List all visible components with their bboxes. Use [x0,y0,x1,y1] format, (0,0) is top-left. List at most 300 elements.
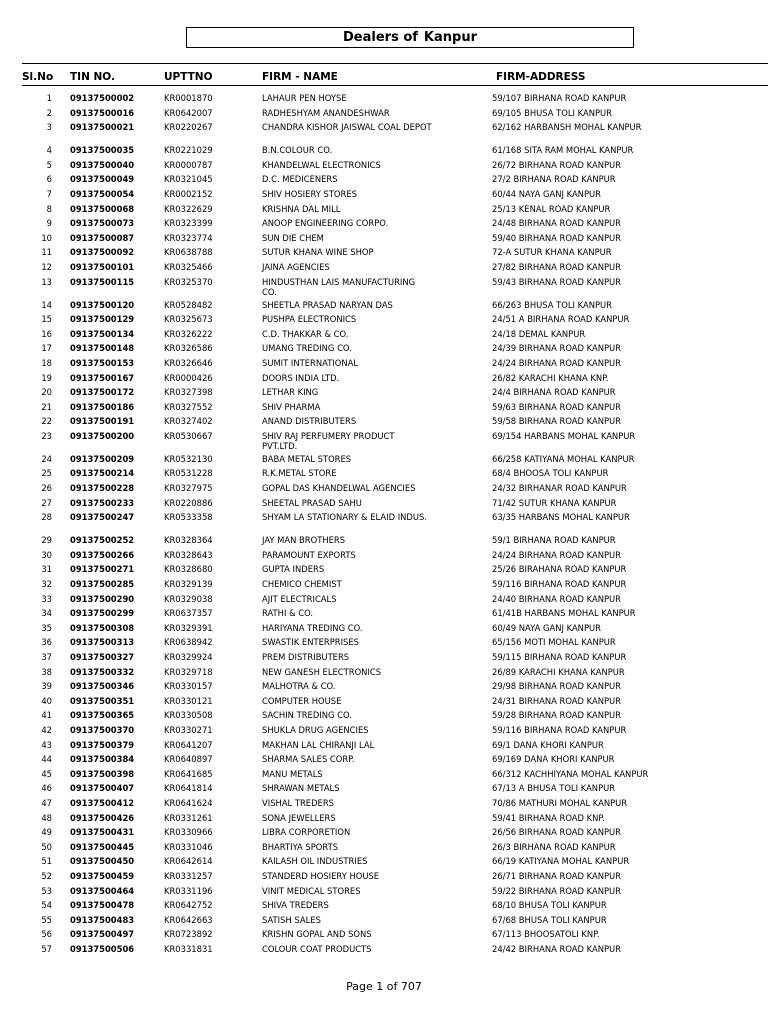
cell-upttno: KR0323399 [164,218,213,229]
cell-firm-name: SHARMA SALES CORP. [262,754,355,765]
cell-slno: 24 [41,453,52,464]
table-row [0,579,768,594]
cell-slno: 51 [41,856,52,867]
cell-firm-name: STANDERD HOSIERY HOUSE [262,870,380,881]
cell-slno: 53 [41,885,52,896]
cell-firm-name: KHANDELWAL ELECTRONICS [262,159,381,170]
cell-firm-name: MAKHAN LAL CHIRANJI LAL [262,739,375,750]
cell-slno: 23 [41,430,52,441]
cell-firm-address: 69/169 DANA KHORI KANPUR [492,754,615,765]
cell-firm-name: SACHIN TREDING CO. [262,710,352,721]
cell-upttno: KR0638788 [164,247,213,258]
cell-slno: 4 [46,145,52,156]
cell-tin: 09137500445 [70,841,135,852]
cell-firm-name: SWASTIK ENTERPRISES [262,637,359,648]
cell-upttno: KR0325466 [164,261,213,272]
cell-firm-address: 26/71 BIRHANA ROAD KANPUR [492,870,621,881]
cell-tin: 09137500172 [70,387,135,398]
cell-firm-address: 59/116 BIRHANA ROAD KANPUR [492,579,627,590]
cell-upttno: KR0326646 [164,357,213,368]
cell-firm-address: 24/40 BIRHANA ROAD KANPUR [492,593,621,604]
cell-upttno: KR0326586 [164,343,213,354]
table-row [0,900,768,915]
page-footer: Page 1 of 707 [346,980,422,993]
table-row [0,769,768,784]
cell-firm-name: HINDUSTHAN LAIS MANUFACTURING CO. [262,276,416,297]
cell-tin: 09137500068 [70,203,135,214]
cell-firm-address: 24/4 BIRHANA ROAD KANPUR [492,387,616,398]
cell-slno: 11 [41,247,52,258]
table-row [0,535,768,550]
cell-slno: 41 [41,710,52,721]
cell-firm-name: SUTUR KHANA WINE SHOP [262,247,374,258]
table-row [0,343,768,358]
cell-slno: 34 [41,608,52,619]
cell-slno: 18 [41,357,52,368]
cell-firm-name: AJIT ELECTRICALS [262,593,337,604]
cell-firm-address: 63/35 HARBANS MOHAL KANPUR [492,512,630,523]
cell-firm-address: 59/63 BIRHANA ROAD KANPUR [492,401,621,412]
table-row [0,564,768,579]
cell-tin: 09137500148 [70,343,135,354]
cell-tin: 09137500478 [70,900,135,911]
cell-firm-name: SHYAM LA STATIONARY & ELAID INDUS. [262,512,427,523]
cell-firm-address: 68/4 BHOOSA TOLI KANPUR [492,468,609,479]
cell-tin: 09137500191 [70,416,135,427]
table-row [0,204,768,219]
cell-slno: 55 [41,914,52,925]
cell-upttno: KR0329038 [164,593,213,604]
cell-tin: 09137500049 [70,174,135,185]
cell-tin: 09137500266 [70,549,135,560]
cell-firm-address: 27/2 BIRHANA ROAD KANPUR [492,174,616,185]
cell-upttno: KR0328364 [164,535,213,546]
cell-firm-name: NEW GANESH ELECTRONICS [262,666,382,677]
cell-firm-name: SATISH SALES [262,914,321,925]
table-row [0,842,768,857]
cell-firm-address: 70/86 MATHURI MOHAL KANPUR [492,797,628,808]
cell-tin: 09137500370 [70,724,135,735]
cell-upttno: KR0322629 [164,203,213,214]
cell-tin: 09137500313 [70,637,135,648]
table-row [0,174,768,189]
cell-upttno: KR0323774 [164,232,213,243]
cell-tin: 09137500092 [70,247,135,258]
cell-firm-address: 68/10 BHUSA TOLI KANPUR [492,900,607,911]
cell-firm-address: 66/19 KATIYANA MOHAL KANPUR [492,856,630,867]
cell-firm-name: R.K.METAL STORE [262,468,337,479]
col-header-slno: Sl.No [22,71,54,83]
cell-tin: 09137500308 [70,622,135,633]
cell-tin: 09137500054 [70,188,135,199]
cell-upttno: KR0331261 [164,812,213,823]
table-row [0,929,768,944]
table-row [0,944,768,959]
cell-firm-address: 69/154 HARBANS MOHAL KANPUR [492,430,636,441]
title-city: Kanpur [423,30,477,45]
cell-firm-name: PUSHPA ELECTRONICS [262,314,357,325]
cell-tin: 09137500483 [70,914,135,925]
cell-firm-name: KRISHNA DAL MILL [262,203,341,214]
cell-tin: 09137500073 [70,218,135,229]
table-row [0,608,768,623]
table-row [0,454,768,469]
cell-upttno: KR0326222 [164,328,213,339]
cell-slno: 14 [41,299,52,310]
cell-upttno: KR0642614 [164,856,213,867]
cell-tin: 09137500167 [70,372,135,383]
cell-tin: 09137500332 [70,666,135,677]
cell-tin: 09137500035 [70,145,135,156]
table-row [0,160,768,175]
cell-firm-address: 69/1 DANA KHORI KANPUR [492,739,604,750]
cell-firm-name: VINIT MEDICAL STORES [262,885,361,896]
table-row [0,233,768,248]
cell-slno: 7 [46,188,52,199]
cell-tin: 09137500040 [70,159,135,170]
cell-upttno: KR0642663 [164,914,213,925]
cell-upttno: KR0000787 [164,159,213,170]
cell-slno: 25 [41,468,52,479]
table-row [0,314,768,329]
cell-firm-name: SUN DIE CHEM [262,232,324,243]
cell-firm-address: 66/312 KACHHIYANA MOHAL KANPUR [492,768,649,779]
cell-firm-address: 61/41B HARBANS MOHAL KANPUR [492,608,636,619]
cell-tin: 09137500228 [70,483,135,494]
cell-tin: 09137500464 [70,885,135,896]
cell-upttno: KR0330966 [164,827,213,838]
cell-firm-address: 24/24 BIRHANA ROAD KANPUR [492,549,621,560]
cell-upttno: KR0641624 [164,797,213,808]
cell-tin: 09137500351 [70,695,135,706]
cell-firm-name: JAY MAN BROTHERS [262,535,346,546]
cell-firm-name: SHIV HOSIERY STORES [262,188,357,199]
col-header-firm-address: FIRM-ADDRESS [496,71,586,83]
cell-slno: 19 [41,372,52,383]
cell-firm-address: 66/263 BHUSA TOLI KANPUR [492,299,613,310]
cell-slno: 12 [41,261,52,272]
cell-firm-name: SHIVA TREDERS [262,900,329,911]
table-row [0,623,768,638]
dealers-table [0,93,768,958]
cell-firm-address: 59/28 BIRHANA ROAD KANPUR [492,710,621,721]
cell-firm-name: D.C. MEDICENERS [262,174,338,185]
cell-slno: 29 [41,535,52,546]
cell-firm-name: HARIYANA TREDING CO. [262,622,363,633]
cell-tin: 09137500214 [70,468,135,479]
table-row [0,329,768,344]
cell-tin: 09137500450 [70,856,135,867]
cell-firm-address: 59/58 BIRHANA ROAD KANPUR [492,416,621,427]
cell-firm-address: 26/82 KARACHI KHANA KNP. [492,372,609,383]
cell-tin: 09137500407 [70,783,135,794]
cell-firm-name: GOPAL DAS KHANDELWAL AGENCIES [262,483,416,494]
cell-upttno: KR0328680 [164,564,213,575]
cell-upttno: KR0642007 [164,107,213,118]
cell-slno: 27 [41,497,52,508]
cell-upttno: KR0220267 [164,122,213,133]
table-row [0,696,768,711]
table-row [0,416,768,431]
cell-firm-name: DOORS INDIA LTD. [262,372,340,383]
cell-firm-address: 24/31 BIRHANA ROAD KANPUR [492,695,621,706]
cell-firm-address: 60/49 NAYA GANJ KANPUR [492,622,601,633]
cell-upttno: KR0331196 [164,885,213,896]
cell-tin: 09137500021 [70,122,135,133]
cell-firm-name: B.N.COLOUR CO. [262,145,333,156]
cell-firm-address: 69/105 BHUSA TOLI KANPUR [492,107,613,118]
cell-firm-address: 67/68 BHUSA TOLI KANPUR [492,914,607,925]
table-row [0,145,768,160]
table-row [0,468,768,483]
table-row [0,277,768,300]
cell-firm-name: BHARTIYA SPORTS [262,841,339,852]
cell-slno: 16 [41,328,52,339]
cell-upttno: KR0641814 [164,783,213,794]
cell-firm-name: LIBRA CORPORETION [262,827,351,838]
cell-firm-name: SHUKLA DRUG AGENCIES [262,724,369,735]
cell-slno: 39 [41,681,52,692]
table-row [0,915,768,930]
table-row [0,247,768,262]
cell-firm-name: MALHOTRA & CO. [262,681,336,692]
cell-upttno: KR0327975 [164,483,213,494]
cell-slno: 13 [41,276,52,287]
cell-firm-name: KAILASH OIL INDUSTRIES [262,856,368,867]
cell-firm-name: SHRAWAN METALS [262,783,340,794]
table-row [0,652,768,667]
cell-slno: 26 [41,483,52,494]
cell-firm-address: 27/82 BIRHANA ROAD KANPUR [492,261,621,272]
cell-slno: 43 [41,739,52,750]
cell-upttno: KR0329139 [164,579,213,590]
cell-upttno: KR0329391 [164,622,213,633]
cell-tin: 09137500129 [70,314,135,325]
table-row [0,373,768,388]
cell-slno: 8 [46,203,52,214]
cell-firm-name: RADHESHYAM ANANDESHWAR [262,107,390,118]
table-row [0,483,768,498]
cell-firm-name: MANU METALS [262,768,323,779]
cell-tin: 09137500497 [70,929,135,940]
cell-firm-address: 24/32 BIRHANAR ROAD KANPUR [492,483,627,494]
cell-firm-name: SHIV PHARMA [262,401,321,412]
cell-firm-address: 26/89 KARACHI KHANA KANPUR [492,666,625,677]
cell-slno: 31 [41,564,52,575]
header-top-rule [22,63,768,64]
table-row [0,387,768,402]
table-row [0,637,768,652]
cell-tin: 09137500016 [70,107,135,118]
cell-firm-address: 24/39 BIRHANA ROAD KANPUR [492,343,621,354]
cell-firm-address: 59/41 BIRHANA ROAD KNP. [492,812,605,823]
cell-upttno: KR0642752 [164,900,213,911]
cell-slno: 40 [41,695,52,706]
cell-tin: 09137500115 [70,276,135,287]
cell-firm-address: 59/1 BIRHANA ROAD KANPUR [492,535,616,546]
cell-firm-address: 26/3 BIRHANA ROAD KANPUR [492,841,616,852]
cell-firm-name: ANAND DISTRIBUTERS [262,416,357,427]
cell-firm-address: 67/113 BHOOSATOLI KNP. [492,929,600,940]
cell-firm-address: 26/56 BIRHANA ROAD KANPUR [492,827,621,838]
cell-upttno: KR0220886 [164,497,213,508]
cell-firm-address: 26/72 BIRHANA ROAD KANPUR [492,159,621,170]
cell-upttno: KR0329924 [164,652,213,662]
cell-upttno: KR0328643 [164,549,213,560]
cell-slno: 6 [46,174,52,185]
cell-slno: 37 [41,652,52,662]
cell-slno: 38 [41,666,52,677]
table-row [0,189,768,204]
cell-upttno: KR0330271 [164,724,213,735]
cell-upttno: KR0002152 [164,188,213,199]
cell-firm-address: 59/115 BIRHANA ROAD KANPUR [492,652,627,662]
cell-slno: 47 [41,797,52,808]
cell-slno: 49 [41,827,52,838]
table-row [0,740,768,755]
table-row [0,856,768,871]
cell-firm-name: ANOOP ENGINEERING CORPO. [262,218,389,229]
title-prefix: Dealers of [343,30,418,45]
cell-firm-name: SHEETLA PRASAD NARYAN DAS [262,299,393,310]
cell-firm-name: PREM DISTRIBUTERS [262,652,350,662]
cell-tin: 09137500459 [70,870,135,881]
cell-slno: 3 [46,122,52,133]
cell-firm-name: C.D. THAKKAR & CO. [262,328,349,339]
cell-slno: 10 [41,232,52,243]
cell-firm-address: 59/40 BIRHANA ROAD KANPUR [492,232,621,243]
cell-tin: 09137500384 [70,754,135,765]
cell-tin: 09137500290 [70,593,135,604]
cell-firm-address: 72-A SUTUR KHANA KANPUR [492,247,612,258]
cell-upttno: KR0325370 [164,276,213,287]
cell-firm-address: 59/107 BIRHANA ROAD KANPUR [492,93,627,103]
cell-tin: 09137500299 [70,608,135,619]
cell-slno: 30 [41,549,52,560]
cell-firm-address: 29/98 BIRHANA ROAD KANPUR [492,681,621,692]
cell-tin: 09137500186 [70,401,135,412]
cell-slno: 52 [41,870,52,881]
cell-tin: 09137500252 [70,535,135,546]
cell-firm-name: CHANDRA KISHOR JAISWAL COAL DEPOT [262,122,432,133]
cell-tin: 09137500365 [70,710,135,721]
cell-upttno: KR0330157 [164,681,213,692]
cell-firm-name: SUMIT INTERNATIONAL [262,357,359,368]
cell-firm-name: COMPUTER HOUSE [262,695,342,706]
cell-tin: 09137500412 [70,797,135,808]
cell-slno: 45 [41,768,52,779]
table-row [0,594,768,609]
cell-tin: 09137500087 [70,232,135,243]
cell-slno: 36 [41,637,52,648]
cell-firm-address: 59/116 BIRHANA ROAD KANPUR [492,724,627,735]
table-row [0,108,768,123]
cell-firm-address: 60/44 NAYA GANJ KANPUR [492,188,601,199]
cell-tin: 09137500247 [70,512,135,523]
cell-tin: 09137500379 [70,739,135,750]
cell-tin: 09137500327 [70,652,135,662]
table-row [0,300,768,315]
cell-tin: 09137500153 [70,357,135,368]
cell-upttno: KR0327398 [164,387,213,398]
table-row [0,358,768,373]
cell-slno: 46 [41,783,52,794]
cell-firm-address: 25/13 KENAL ROAD KANPUR [492,203,611,214]
cell-slno: 15 [41,314,52,325]
cell-upttno: KR0327402 [164,416,213,427]
cell-slno: 5 [46,159,52,170]
cell-slno: 50 [41,841,52,852]
cell-firm-name: UMANG TREDING CO. [262,343,352,354]
table-row [0,550,768,565]
cell-firm-name: RATHI & CO. [262,608,314,619]
cell-upttno: KR0528482 [164,299,213,310]
table-row [0,798,768,813]
cell-slno: 33 [41,593,52,604]
cell-firm-address: 62/162 HARBANSH MOHAL KANPUR [492,122,642,133]
cell-upttno: KR0531228 [164,468,213,479]
cell-tin: 09137500002 [70,93,135,103]
cell-tin: 09137500431 [70,827,135,838]
cell-upttno: KR0000426 [164,372,213,383]
cell-upttno: KR0532130 [164,453,213,464]
cell-firm-name: PARAMOUNT EXPORTS [262,549,356,560]
cell-upttno: KR0331257 [164,870,213,881]
table-row [0,886,768,901]
cell-slno: 42 [41,724,52,735]
cell-firm-name: VISHAL TREDERS [262,797,334,808]
cell-upttno: KR0641207 [164,739,213,750]
cell-tin: 09137500134 [70,328,135,339]
table-row [0,783,768,798]
cell-upttno: KR0530667 [164,430,213,441]
cell-slno: 48 [41,812,52,823]
cell-tin: 09137500285 [70,579,135,590]
cell-firm-address: 66/258 KATIYANA MOHAL KANPUR [492,453,635,464]
cell-upttno: KR0637357 [164,608,213,619]
page-title-box [186,27,634,48]
cell-upttno: KR0638942 [164,637,213,648]
cell-slno: 22 [41,416,52,427]
cell-upttno: KR0329718 [164,666,213,677]
cell-slno: 54 [41,900,52,911]
cell-upttno: KR0321045 [164,174,213,185]
cell-firm-address: 61/168 SITA RAM MOHAL KANPUR [492,145,634,156]
table-row [0,431,768,454]
cell-upttno: KR0723892 [164,929,213,940]
cell-slno: 35 [41,622,52,633]
cell-firm-address: 25/26 BIRAHANA ROAD KANPUR [492,564,627,575]
col-header-firm-name: FIRM - NAME [262,71,338,83]
col-header-tin: TIN NO. [70,71,115,83]
cell-firm-address: 59/22 BIRHANA ROAD KANPUR [492,885,621,896]
cell-firm-name: LAHAUR PEN HOYSE [262,93,347,103]
cell-firm-address: 24/48 BIRHANA ROAD KANPUR [492,218,621,229]
cell-upttno: KR0533358 [164,512,213,523]
col-header-upttno: UPTTNO [164,71,213,83]
table-row [0,710,768,725]
cell-firm-address: 24/42 BIRHANA ROAD KANPUR [492,943,621,954]
cell-slno: 44 [41,754,52,765]
cell-slno: 32 [41,579,52,590]
cell-firm-address: 67/13 A BHUSA TOLI KANPUR [492,783,616,794]
table-row [0,813,768,828]
cell-upttno: KR0325673 [164,314,213,325]
table-row [0,262,768,277]
cell-slno: 28 [41,512,52,523]
cell-upttno: KR0327552 [164,401,213,412]
cell-upttno: KR0641685 [164,768,213,779]
